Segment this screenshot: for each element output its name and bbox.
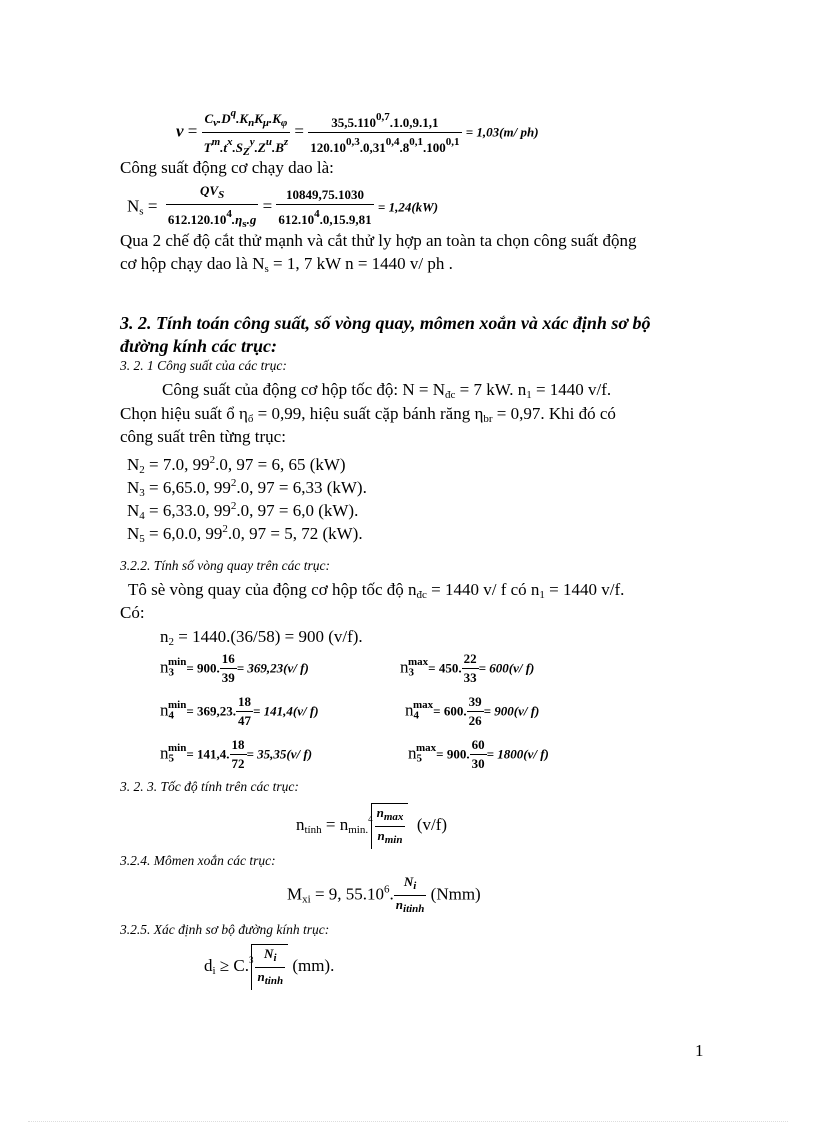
para1-line2 — [120, 253, 453, 280]
sec-3-2-2: 3.2.2. Tính số vòng quay trên các trục: — [120, 558, 330, 573]
p322-b: = 1440 v/ f có n — [426, 580, 540, 599]
para1-line1: Qua 2 chế độ cắt thử mạnh và cắt thử ly hợp an toàn ta chọn công suất động — [120, 231, 637, 250]
sec-3-2-5: 3.2.5. Xác định sơ bộ đường kính trục: — [120, 922, 330, 937]
ns-frac1: $\frac{QV_S}{612.120.10^4.\eta_s.g}$ — [167, 183, 257, 230]
v-frac1: $\frac{C_v.D^q.K_nK_\mu.K_\varphi}{T^m.t^x.S_Z^y.Z^u.B^z}$ — [202, 104, 291, 161]
power-row: $N_3 = 6,65.0$, $99^2.0$, 97 = 6,33 (kW). — [127, 477, 367, 499]
p321-sub2: 1 — [526, 389, 532, 401]
p322-sub: đc — [416, 589, 427, 601]
formula-324: $M_{xi} = 9$, 55.10$^6$. $\frac{N_i}{n_{itinh}}$ (Nmm) — [287, 874, 481, 915]
power-row: $N_4 = 6,33.0$, $99^2.0$, 97 = 6,0 (kW). — [127, 500, 359, 522]
section-heading-line2: đường kính các trục: — [120, 336, 277, 356]
footer-divider — [28, 1121, 788, 1122]
p322-a: Tô sè vòng quay của động cơ hộp tốc độ n — [128, 580, 417, 599]
p321-c: = 1440 v/f. — [531, 380, 612, 399]
v-frac2: $\frac{35,5.110^{0,7}.1.0,9.1,1}{120.10^{0,3}.0,31^{0,4}.8^{0,1}.100^{0,1}}$ — [308, 108, 461, 157]
sec-3-2-4: 3.2.4. Mômen xoắn các trục: — [120, 853, 276, 868]
text-motor-power: Công suất động cơ chạy dao là: — [120, 158, 334, 177]
power-row: $N_5 = 6,0.0$, $99^2.0$, 97 = 5, 72 (kW). — [127, 523, 363, 545]
p321-l2-c: = 0,97. Khi đó có — [492, 404, 616, 423]
section-heading-line1: 3. 2. Tính toán công suất, số vòng quay, mômen xoắn và xác định sơ bộ — [120, 313, 651, 333]
p321-line1 — [162, 379, 611, 406]
p321-l2-b: = 0,99, hiệu suất cặp bánh răng η — [253, 404, 484, 423]
p321-sub: đc — [444, 389, 456, 401]
ns-result: = 1,24(kW) — [377, 199, 439, 215]
speed-right: $n_3^{max}= 450$. $\frac{22}{33}$ = 600(v/ f) — [400, 651, 535, 685]
page-number: 1 — [695, 1041, 704, 1060]
v-result: = 1,03(m/ ph) — [465, 124, 539, 140]
n2-line: $n_2 = 1440.(36/58) = 900$ (v/f). — [160, 627, 363, 648]
p322-sub2: 1 — [539, 589, 545, 601]
para1-line2-tail: = 1, 7 kW n = 1440 v/ ph . — [268, 254, 453, 273]
p321-l2-sub2: br — [483, 413, 493, 425]
formula-ns: $N_s$ = $\frac{QV_S}{612.120.10^4.\eta_s.g}$ = $\frac{10849,75.1030}{612.10^4.0,15.9,81}$ = 1,24(kW) — [127, 182, 438, 233]
sec-3-2-1: 3. 2. 1 Công suất của các trục: — [120, 358, 287, 373]
formula-323: $n_{tính} = n_{min.}^4$ $\frac{n_{max}}{n_{min}}$ (v/f) — [296, 803, 447, 849]
p322-c: = 1440 v/f. — [544, 580, 625, 599]
ns-lhs-sub: s — [139, 205, 144, 218]
ns-frac2: $\frac{10849,75.1030}{612.10^4.0,15.9,81}$ — [278, 187, 372, 227]
speed-left: $n_4^{min}= 369,23$. $\frac{18}{47}$ = 141,4(v/ f) — [160, 694, 319, 728]
speed-right: $n_5^{max}= 900$. $\frac{60}{30}$ = 1800(v/ f) — [408, 737, 549, 771]
p321-l2-a: Chọn hiệu suất ổ η — [120, 404, 248, 423]
v-lhs: v — [176, 121, 184, 141]
p321-l2-sub1: ổ — [247, 413, 254, 425]
p322-line1 — [128, 579, 624, 606]
para1-line2-a: cơ hộp chạy dao là N — [120, 254, 265, 273]
p322-line2: Có: — [120, 603, 145, 622]
formula-325: $d_i \ge C.^3$ $\frac{N_i}{n_{tinh}}$ (mm). — [204, 944, 334, 990]
speed-left: $n_3^{min}= 900$. $\frac{16}{39}$ = 369,23(v/ f) — [160, 651, 309, 685]
p321-b: = 7 kW. n — [455, 380, 527, 399]
p321-line3: công suất trên từng trục: — [120, 427, 286, 446]
para1-line2-sub: s — [264, 263, 269, 275]
formula-v: v = $\frac{C_v.D^q.K_nK_\mu.K_\varphi}{T^m.t^x.S_Z^y.Z^u.B^z}$ = $\frac{35,5.110^{0,7}.1.0,9.1,1}{120.10^{0,3}.0,31^{0,4}.8^{0,1}.100^{0,1}}$ = 1,03(m/ ph) — [176, 104, 539, 161]
sec-3-2-3: 3. 2. 3. Tốc độ tính trên các trục: — [120, 779, 299, 794]
ns-lhs: N — [127, 196, 140, 216]
speed-right: $n_4^{max}= 600$. $\frac{39}{26}$ = 900(v/ f) — [405, 694, 540, 728]
speed-left: $n_5^{min}= 141,4$. $\frac{18}{72}$ = 35,35(v/ f) — [160, 737, 313, 771]
power-row: $N_2 = 7.0$, $99^2.0$, 97 = 6, 65 (kW) — [127, 454, 346, 476]
p321-a: Công suất của động cơ hộp tốc độ: N = N — [162, 380, 445, 399]
